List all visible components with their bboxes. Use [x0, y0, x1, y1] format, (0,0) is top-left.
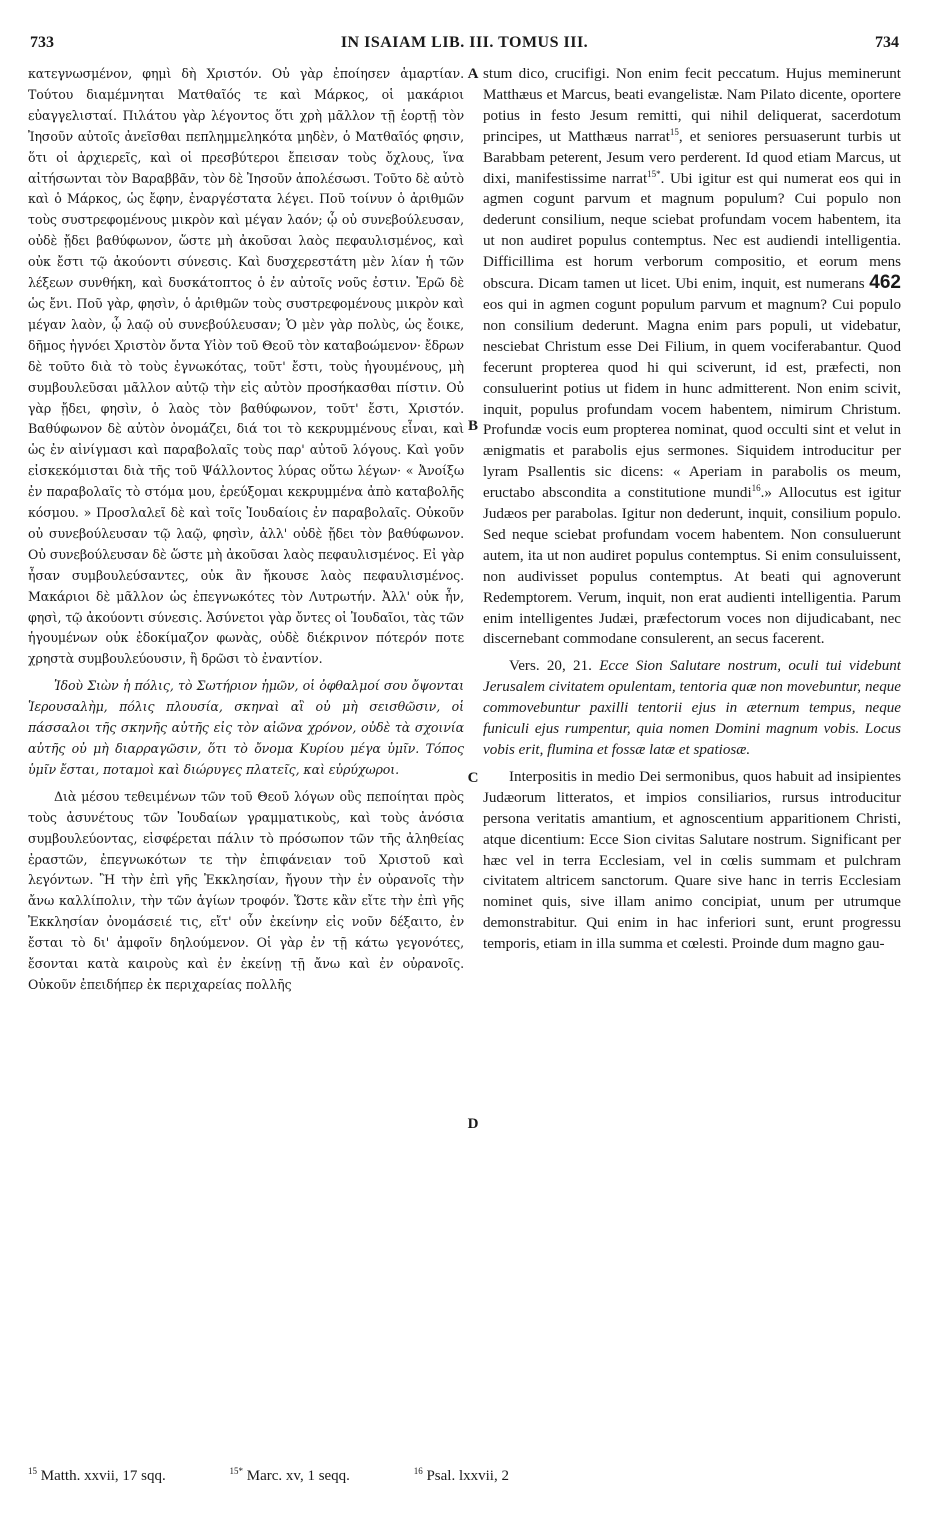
latin-text-1c: . Ubi igitur est qui numerat eos qui in agmen cogunt parvum et magnum populum? Cui populo non dederunt consilium, neque sciebat profundam vocem habentem, ita ut non audiret populus contemptus. Nec est audiendi intelligentia. Difficillima est horum verborum compositio, et eorum mens obscura. Dicam tamen ut licet. Ubi enim, inquit, est numerans [483, 170, 901, 293]
latin-text-1b: , et seniores persuaserunt turbis ut Barabbam peterent, Jesum vero perderent. Id quod etiam Marcus, ut dixi, manifestissime narrat [483, 128, 901, 187]
running-title: IN ISAIAM LIB. III. TOMUS III. [340, 34, 589, 51]
greek-paragraph-2: Διὰ μέσου τεθειμένων τῶν τοῦ Θεοῦ λόγων οὓς πεποίηται πρὸς τοὺς ἀσυνέτους τῶν Ἰουδαίων γραμματικοὺς, καὶ τοὺς ἀνόσια συμβουλεύοντας, εἰσφέρεται πάλιν τὸ πρόσωπον τῶν τῆς ἀληθείας ἐραστῶν, ἐπεγνωκότων τε τὴν ἐπιφάνειαν τοῦ Χριστοῦ καὶ λεγόντων. Ἢ τὴν ἐπὶ γῆς Ἐκκλησίαν, ἤγουν τὴν ἐν οὐρανοῖς τὴν ἄνω καλλίπολιν, τὴν τῶν ἁγίων τροφόν. Ὥστε κἂν εἴτε τὴν ἐπὶ γῆς Ἐκκλησίαν ὀνομάσειέ τις, εἴτ' οὖν ἐκείνην εἰς νοῦν δέξαιτο, ἐν ἔσται τὸ δι' ἀμφοῖν δηλούμενον. Οἱ γὰρ ἐν τῇ κάτω γεγονότες, ἔσονται κατὰ καιροὺς καὶ ἐν ἐκείνῃ τῇ ἄνω καὶ ἐν οὐρανοῖς. Οὐκοῦν ἐπειδήπερ ἐκ περιχαρείας πολλῆς [28, 788, 464, 992]
page-number-right: 734 [875, 34, 899, 51]
greek-paragraph-1: κατεγνωσμένον, φημὶ δὴ Χριστόν. Οὐ γὰρ ἐποίησεν ἁμαρτίαν. Τούτου διαμέμνηται Ματθαῖός τε καὶ Μάρκος, οἱ μακάριοι εὐαγγελισταί. Πιλάτου γὰρ λέγοντος ὅτι χρὴ μᾶλλον τῇ ἑορτῇ τὸν Ἰησοῦν αὐτοῖς ἀνεῖσθαι πεπλημμεληκότα μηδὲν, ὁ Ματθαῖός φησιν, ὅτι οἱ ἀρχιερεῖς, καὶ οἱ πρεσβύτεροι ἔπεισαν τοὺς ὄχλους, ἵνα αἰτήσωνται τὸν Βαραββᾶν, τὸν δὲ Ἰησοῦν ἀπολέσωσι. Τοῦτο δὲ αὐτὸ καὶ ὁ Μάρκος, ὡς ἔφην, ἐναργέστατα λέγει. Ποῦ τοίνυν ὁ ἀριθμῶν τοὺς συστρεφομένους μικρὸν καὶ μέγαν λαόν; ᾧ οὐ συνεβούλευσαν, οὐδὲ ᾔδει βαθύφωνον, ὥστε μὴ ἀκοῦσαι λαὸς πεφαυλισμένος, καὶ οὐκ ἔστι τῷ ἀκούοντι σύνεσις. Καὶ δυσχερεστάτη μὲν λίαν ἡ τῶν λέξεων συνθήκη, καὶ δυσκάτοπτος ὁ ἐν αὐτοῖς νοῦς ἐστιν. Ἐρῶ δὲ ὡς ἔνι. Ποῦ γὰρ, φησὶν, ὁ ἀριθμῶν τοὺς συστρεφομένους μικρὸν καὶ μέγαν λαὸν, ᾧ λαῷ οὐ συνεβούλευσαν; Ὁ μὲν γὰρ πολὺς, ὡς ἔοικε, δῆμος ἠγνόει Χριστὸν ὄντα Υἱὸν τοῦ Θεοῦ τὸν καταβοώμενον· ἔδρων δὲ τοῦτο διὰ τὸ τοὺς ἐγνωκότας, τοῦτ' ἔστι, τοὺς ἡγουμένους, μὴ συμβουλεῦσαι μᾶλλον αὐτῷ τὴν εἰς αὐτὸν προσήκασθαι πίστιν. Οὐ γὰρ ᾔδει, φησὶν, ὁ λαὸς τὸν βαθύφωνον, τοῦτ' ἔστι, Χριστόν. Βαθύφωνον δὲ αὐτὸν ὀνομάζει, διά τοι τὸ κεκρυμμένους εἶναι, καὶ ὡς ἐν αἰνίγμασι καὶ παραβολαῖς τοὺς παρ' αὐτοῦ λόγους. Καὶ γοῦν εἰσκεκόμισται διὰ τῆς τοῦ Ψάλλοντος λύρας οὕτω λέγων· « Ἀνοίξω ἐν παραβολαῖς τὸ στόμα μου, ἐρεύξομαι κεκρυμμένα ἀπὸ καταβολῆς κόσμου. » Προσλαλεῖ δὲ καὶ τοῖς Ἰουδαίοις ἐν παραβολαῖς. Οὐκοῦν οὐ συνεβούλευσαν τῷ λαῷ, φησὶν, ἀλλ' οὐδὲ ᾔδει τὸν βαθύφωνον. Οὐ συνεβούλευσαν δὲ ὥστε μὴ ἀκοῦσαι λαὸς πεφαυλισμένος. Εἰ γὰρ ἦσαν συμβουλεύσαντες, οὐκ ἂν ἤκουσε λαὸς πεφαυλισμένος. Μακάριοι δὲ μᾶλλον ὡς ἐπεγνωκότες τὸν Λυτρωτήν. Ἀλλ' οὐκ ἦν, φησὶ, τῷ ἀκούοντι σύνεσις. Ἀσύνετοι γὰρ ὄντες οἱ Ἰουδαῖοι, τὰς τῶν ἡγουμένων οὐκ ἐδοκίμαζον φωνὰς, οὐδὲ διέκρινον πότερόν ποτε χρηστὰ συμβουλεύουσιν, ἢ δρῶσι τὸ ἐναντίον. [28, 66, 464, 667]
margin-marker-c: C [467, 770, 479, 786]
footnote-15: $^{15}$ Matth. xxvii, 17 sqq. [28, 1466, 166, 1484]
greek-column [28, 64, 464, 1434]
latin-verse-text: Ecce Sion Salutare nostrum, oculi tui videbunt Jerusalem civitatem opulentam, tentoria quæ non movebuntur, neque commovebuntur paxilli tentorii ejus in æternum tempus, neque funiculi ejus rumpentur, quia nomen Domini magnum vobis. Locus vobis erit, flumina et fossæ latæ et spatiosæ. [483, 658, 901, 758]
margin-marker-a: A [467, 66, 479, 82]
footnote-ref-15: 15 [669, 126, 679, 137]
footnote-15b: $^{15*}$ Marc. xv, 1 seqq. [229, 1466, 350, 1484]
latin-paragraph-1 [483, 64, 901, 650]
margin-marker-d: D [467, 1116, 479, 1132]
latin-text-1d: eos qui in agmen cogunt populum parvum et magnum? Cui populo non consilium dederunt. Magna enim pars populi, ut videbatur, nesciebat Christum esse Dei Filium, in quem vociferabantur. Quod fecerunt propterea quod hi qui sciverunt, id est, præfecti, non consuluerint potius ut fidem in hunc admitterent. Non enim scivit, inquit, populus profundam vocem habentem, nimirum Christum. Profundæ vocis eum propterea nominat, quod occulti sint et velut in ænigmatis et parabolis ejus sermones. Siquidem introducitur per lyram Psallentis sic dicens: « Aperiam in parabolis os meum, eructabo abscondita a constitutione mundi [483, 296, 901, 502]
latin-verse [483, 656, 901, 761]
latin-text-1a: stum dico, crucifigi. Non enim fecit peccatum. Hujus meminerunt Matthæus et Marcus, beati evangelistæ. Nam Pilato dicente, oportere potius in festo Jesum remitti, qui nihil deliquerat, sacerdotum principes, ut Matthæus narrat [483, 66, 901, 145]
verse-label: Vers. 20, 21. [509, 658, 592, 675]
footnote-ref-15b: 15* [647, 168, 661, 179]
margin-marker-b: B [467, 418, 478, 434]
page-number-left: 733 [30, 34, 54, 51]
footnote-16: $^{16}$ Psal. lxxvii, 2 [413, 1466, 509, 1484]
latin-column [483, 64, 901, 1434]
latin-paragraph-2: Interpositis in medio Dei sermonibus, quos habuit ad insipientes Judæorum litteratos, et impios consiliarios, rursus introducitur persona veritatis amantium, et agnoscentium apparitionem Christi, atque dicentium: Ecce Sion civitas Salutare nostrum. Significant per hæc vel in terra Ecclesiam, vel in cœlis summam et pulchram civitatem altricem sanctorum. Quare sive hanc in terris Ecclesiam nominet quis, sive illam animo concipiat, unum per utrumque demonstrabitur. Qui enim in hac inferiori sunt, erunt progressu temporis, etiam in illa summa et cœlesti. Proinde dum magno gau- [483, 768, 901, 953]
latin-text-1e: .» Allocutus est igitur Judæos per parabolas. Igitur non dederunt, inquit, consilium populo. Sed neque sciebat profundam vocem habentem. Non consuluerunt autem, ita ut non audiret populus contemptus. Si enim consuluissent, non audivisset populus contemptus. At beati qui agnoverunt Redemptorem. Verum, inquit, non erat audienti intelligentia. Parum enim intelligentes Judæi, præfectorum voces non dijudicabant, nec discernebant commodane consulerent, an secus facerent. [483, 485, 901, 648]
column-number: 462 [869, 272, 901, 294]
footnotes [28, 1466, 898, 1490]
footnote-ref-16: 16 [751, 483, 761, 494]
greek-verse: Ἰδοὺ Σιὼν ἡ πόλις, τὸ Σωτήριον ἡμῶν, οἱ ὀφθαλμοί σου ὄψονται Ἱερουσαλὴμ, πόλις πλουσία, σκηναὶ αἳ οὐ μὴ σεισθῶσιν, οἱ πάσσαλοι τῆς σκηνῆς αὐτῆς εἰς τὸν αἰῶνα χρόνον, οὐδὲ τὰ σχοινία αὐτῆς οὐ μὴ διαρραγῶσιν, ὅτι τὸ ὄνομα Κυρίου μέγα ὑμῖν. Τόπος ὑμῖν ἔσται, ποταμοὶ καὶ διώρυγες πλατεῖς, καὶ εὐρύχωροι. [28, 678, 464, 777]
page-header [30, 30, 899, 56]
